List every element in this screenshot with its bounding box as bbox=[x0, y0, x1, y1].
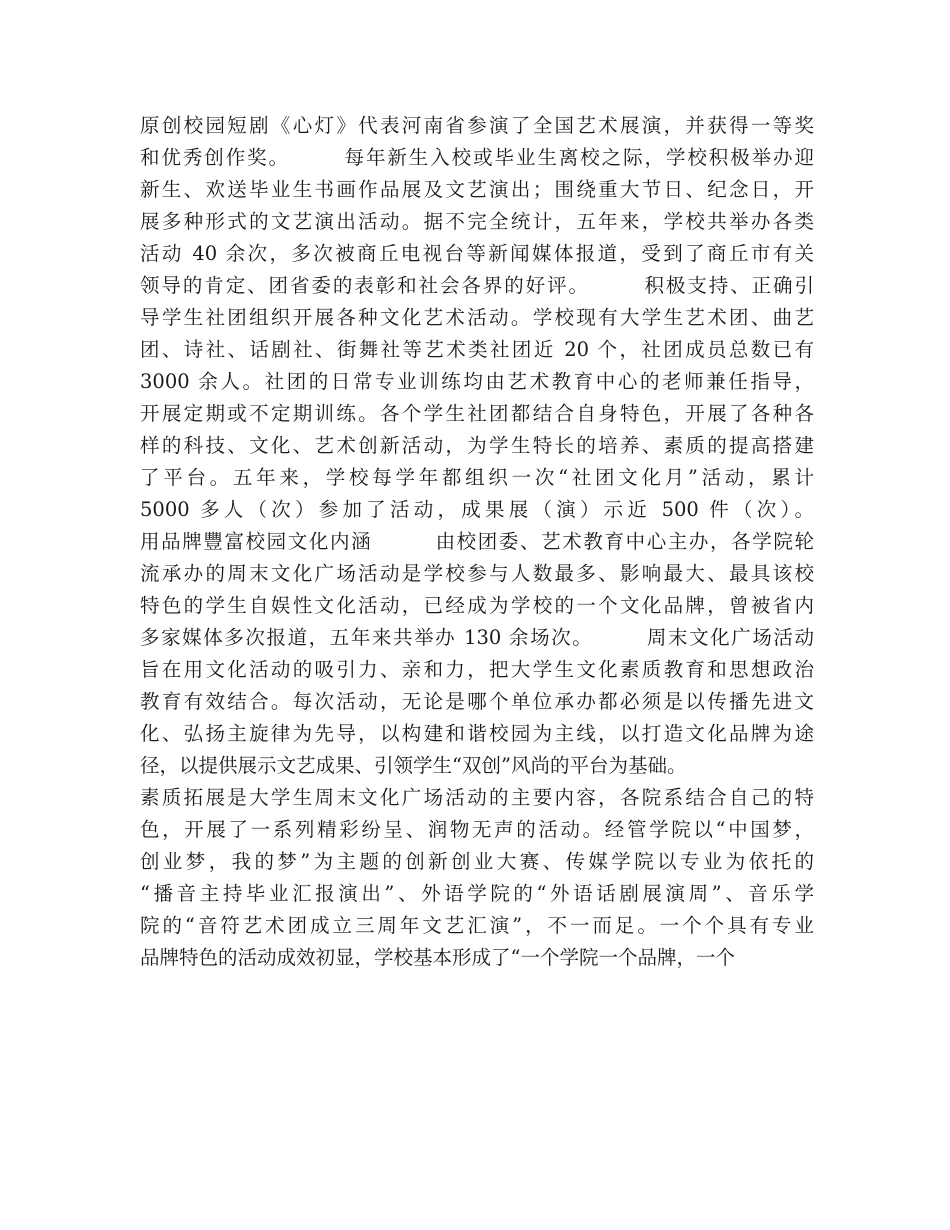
text-line: 院的“音符艺术团成立三周年文艺汇演”，不一而足。一个个具有专业 bbox=[140, 914, 814, 937]
text-line: 新生、欢送毕业生书画作品展及文艺演出；围绕重大节日、纪念日，开 bbox=[140, 178, 814, 201]
text-line: 开展定期或不定期训练。各个学生社团都结合自身特色，开展了各种各 bbox=[140, 402, 814, 425]
text-line: 5000 多人（次）参加了活动，成果展（演）示近 500 件（次）。 bbox=[140, 498, 814, 521]
text-line: 素质拓展是大学生周末文化广场活动的主要内容，各院系结合自己的特 bbox=[140, 786, 814, 809]
text-line: 用品牌豐富校园文化内涵 由校团委、艺术教育中心主办，各学院轮 bbox=[140, 530, 814, 553]
text-line: 样的科技、文化、艺术创新活动，为学生特长的培养、素质的提高搭建 bbox=[140, 434, 814, 457]
text-line: “播音主持毕业汇报演出”、外语学院的“外语话剧展演周”、音乐学 bbox=[140, 882, 814, 905]
text-line: 领导的肯定、团省委的表彰和社会各界的好评。 积极支持、正确引 bbox=[140, 274, 814, 297]
text-line: 流承办的周末文化广场活动是学校参与人数最多、影响最大、最具该校 bbox=[140, 562, 814, 585]
text-line: 色，开展了一系列精彩纷呈、润物无声的活动。经管学院以“中国梦， bbox=[140, 818, 814, 841]
body-text bbox=[140, 110, 814, 974]
text-line: 创业梦，我的梦”为主题的创新创业大赛、传媒学院以专业为依托的 bbox=[140, 850, 814, 873]
text-line: 旨在用文化活动的吸引力、亲和力，把大学生文化素质教育和思想政治 bbox=[140, 658, 814, 681]
text-line: 原创校园短剧《心灯》代表河南省参演了全国艺术展演，并获得一等奖 bbox=[140, 114, 814, 137]
text-line: 了平台。五年来，学校每学年都组织一次“社团文化月”活动，累计 bbox=[140, 466, 814, 489]
text-line: 教育有效结合。每次活动，无论是哪个单位承办都必须是以传播先进文 bbox=[140, 690, 814, 713]
text-line: 径，以提供展示文艺成果、引领学生“双创”风尚的平台为基础。 bbox=[140, 754, 687, 777]
text-line: 品牌特色的活动成效初显，学校基本形成了“一个学院一个品牌，一个 bbox=[140, 946, 735, 969]
text-line: 特色的学生自娱性文化活动，已经成为学校的一个文化品牌，曾被省内 bbox=[140, 594, 814, 617]
text-line: 团、诗社、话剧社、街舞社等艺术类社团近 20 个，社团成员总数已有 bbox=[140, 338, 814, 361]
text-line: 多家媒体多次报道，五年来共举办 130 余场次。 周末文化广场活动 bbox=[140, 626, 814, 649]
text-line: 导学生社团组织开展各种文化艺术活动。学校现有大学生艺术团、曲艺 bbox=[140, 306, 814, 329]
text-line: 3000 余人。社团的日常专业训练均由艺术教育中心的老师兼任指导， bbox=[140, 370, 814, 393]
text-line: 活动 40 余次，多次被商丘电视台等新闻媒体报道，受到了商丘市有关 bbox=[140, 242, 814, 265]
text-line: 和优秀创作奖。 每年新生入校或毕业生离校之际，学校积极举办迎 bbox=[140, 146, 814, 169]
text-line: 化、弘扬主旋律为先导，以构建和谐校园为主线，以打造文化品牌为途 bbox=[140, 722, 814, 745]
text-line: 展多种形式的文艺演出活动。据不完全统计，五年来，学校共举办各类 bbox=[140, 210, 814, 233]
